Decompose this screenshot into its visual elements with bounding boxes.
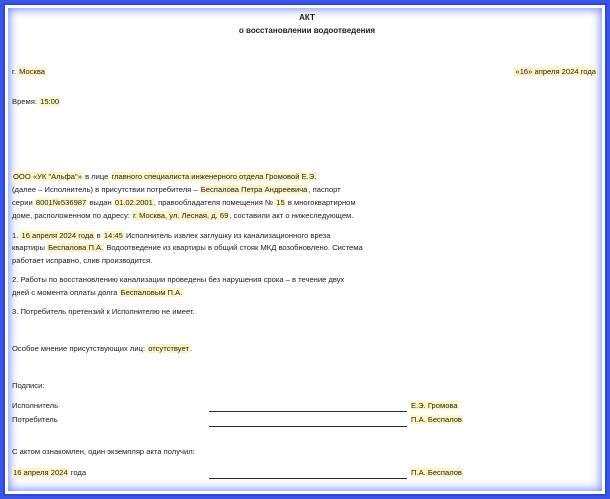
- intro-text-c: , правообладателя помещения №: [153, 198, 274, 207]
- intro-line-3: [12, 196, 356, 209]
- document-page: [5, 5, 609, 498]
- specialist-name: главного специалиста инженерного отдела Громовой Е.Э.: [111, 172, 317, 181]
- series-label: серии: [12, 198, 33, 207]
- intro-line-4: [12, 209, 353, 222]
- item1-prefix: 1.: [12, 231, 19, 240]
- executor-label: Исполнитель: [12, 401, 59, 410]
- intro-text-a: (далее – Исполнитель) в присутствии потребителя –: [12, 185, 198, 194]
- item1-date: 16 апреля 2024 года: [21, 231, 94, 240]
- opinion-value: отсутствует: [148, 344, 189, 353]
- time-line: [12, 95, 60, 108]
- signatures-label: Подписи:: [12, 381, 45, 390]
- consumer-name-wrap: [410, 413, 463, 426]
- city-value: Москва: [19, 67, 46, 76]
- consumer-name: П.А. Беспалов: [411, 415, 462, 424]
- time-label: Время:: [12, 97, 37, 106]
- document-date: [514, 65, 597, 78]
- item1-text-a: Исполнитель извлек заглушку из канализационного вреза: [125, 231, 331, 240]
- consumer-full-name: Беспалова Петра Андреевича: [200, 185, 308, 194]
- ack-signature-line: [209, 478, 407, 479]
- passport-number: 8001№536987: [35, 198, 87, 207]
- ack-date-suffix: года: [70, 468, 87, 477]
- item2-line-1: 2. Работы по восстановлению канализации проведены без нарушения срока – в течение двух: [12, 275, 345, 284]
- address: г. Москва, ул. Лесная, д. 69: [133, 211, 229, 220]
- executor-name: Е.Э. Громова: [411, 401, 458, 410]
- item1-time: 14:45: [103, 231, 123, 240]
- issue-date: 01.02.2001: [114, 198, 153, 207]
- document-title: АКТ: [299, 13, 315, 22]
- item2-text: дней с момента оплаты долга: [12, 288, 118, 297]
- city-line: [12, 65, 46, 78]
- item2-person: Беспаловым П.А.: [120, 288, 183, 297]
- intro-text-b: , паспорт: [308, 185, 341, 194]
- city-prefix: г.: [12, 67, 16, 76]
- ack-text: С актом ознакомлен, один экземпляр акта получил:: [12, 447, 195, 456]
- item1-in: в: [96, 231, 101, 240]
- item3-line: 3. Потребитель претензий к Исполнителю не имеет.: [12, 307, 195, 316]
- intro-text-f: , составили акт о нижеследующем.: [229, 211, 354, 220]
- opinion-end: .: [189, 344, 193, 353]
- document-frame: [3, 3, 607, 496]
- executor-name-wrap: [410, 399, 459, 412]
- executor-signature-line: [209, 411, 407, 412]
- company-name: ООО «УК "Альфа"»: [13, 172, 82, 181]
- item1-line-3: работает исправно, слив производится.: [12, 256, 153, 265]
- item1-person: Беспалова П.А.: [48, 243, 104, 252]
- ack-date: 16 апреля 2024: [13, 468, 68, 477]
- ack-date-line: [12, 466, 86, 479]
- consumer-label: Потребитель: [12, 415, 58, 424]
- date-value: «16» апреля 2024 года: [515, 67, 596, 76]
- item1-line-2: [12, 241, 363, 254]
- consumer-signature-line: [209, 426, 407, 427]
- in-person-of: в лице: [85, 172, 109, 181]
- item1-text-c: Водоотведение из квартиры в общий стояк МКД возобновлено. Система: [106, 243, 363, 252]
- intro-line-1: [12, 170, 317, 183]
- intro-text-e: доме, расположенном по адресу:: [12, 211, 130, 220]
- ack-name: П.А. Беспалов: [411, 468, 462, 477]
- opinion-line: [12, 342, 192, 355]
- document-subtitle: о восстановлении водоотведения: [238, 26, 376, 35]
- time-value: 15:00: [40, 97, 60, 106]
- intro-line-2: [12, 183, 341, 196]
- item2-line-2: [12, 286, 183, 299]
- issued-label: выдан: [89, 198, 112, 207]
- room-number: 15: [276, 198, 285, 207]
- intro-text-d: в многоквартирном: [287, 198, 356, 207]
- item1-text-b: квартиры: [12, 243, 45, 252]
- opinion-label: Особое мнение присутствующих лиц:: [12, 344, 146, 353]
- ack-name-wrap: [410, 466, 463, 479]
